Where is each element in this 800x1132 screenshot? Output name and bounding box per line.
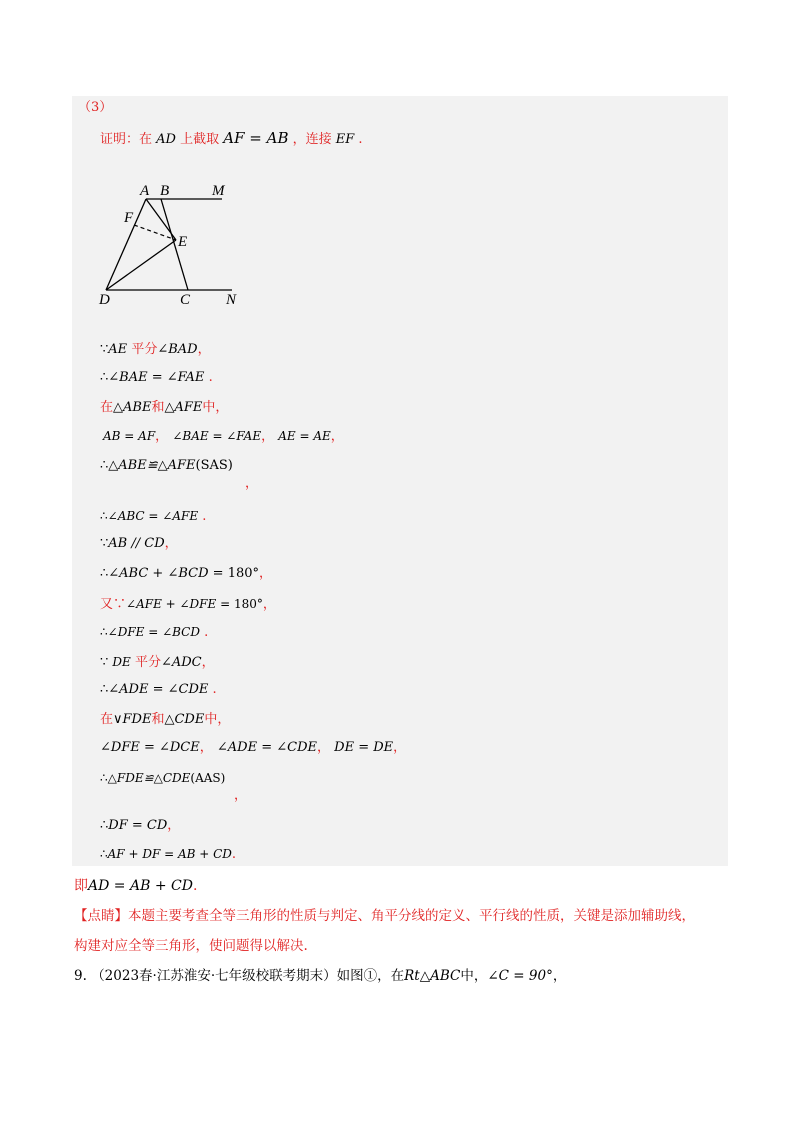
label-a: A [140, 183, 150, 199]
geometry-figure [96, 180, 276, 310]
punct: . [204, 625, 209, 640]
math-text: △CDE [164, 712, 205, 727]
label-n: N [226, 292, 237, 308]
math-text: DF = CD [108, 818, 168, 833]
question-source: （2023春·江苏淮安·七年级校联考期末）如图①，在 [91, 968, 405, 984]
red-text: 在 [100, 712, 114, 727]
math-text: AE = AE [278, 429, 331, 443]
symbol-because: ∵ [100, 536, 109, 551]
math-text: ∠BAE = ∠FAE [108, 370, 205, 385]
punct: ， [167, 818, 181, 833]
proof-line-1 [100, 342, 211, 358]
symbol-because: ∵ [100, 342, 109, 357]
punct: ， [197, 342, 211, 357]
math-text: ∠ABC = ∠AFE [107, 509, 199, 523]
part-label: （3） [78, 100, 113, 115]
math-text: DE [112, 655, 131, 669]
label-f: F [124, 210, 134, 226]
symbol-therefore: ∴ [100, 458, 109, 473]
math-text: DE = DE [334, 740, 394, 755]
punct: . [212, 682, 217, 697]
note-bracket: 【点睛】 [74, 908, 128, 924]
math-text: AF + DF = AB + CD [107, 847, 232, 861]
symbol-therefore: ∴ [100, 818, 109, 833]
proof-line-11 [100, 654, 215, 671]
question-9 [74, 968, 566, 984]
math-text: ∠ADE = ∠CDE [108, 682, 209, 697]
note-text-1: 本题主要考查全等三角形的性质与判定、角平分线的定义、平行线的性质，关键是添加辅助线， [128, 908, 695, 924]
math-text: (AAS) [190, 771, 226, 785]
math-text: ∠C = 90° [487, 968, 553, 984]
note-line-2: 构建对应全等三角形，使问题得以解决. [74, 938, 308, 954]
punct: ， [164, 536, 178, 551]
symbol-therefore: ∴ [100, 625, 108, 639]
math-text: = 180° [208, 566, 260, 581]
proof-line-8 [100, 566, 272, 582]
math-text: (SAS) [195, 458, 233, 473]
intro-sep: ，连接 [292, 132, 332, 147]
punct: ， [262, 597, 276, 612]
symbol-therefore: ∴ [100, 682, 109, 697]
punct: ， [259, 566, 273, 581]
red-text: 又∵ [100, 597, 127, 612]
intro-eq: AF = AB [223, 129, 289, 147]
intro-end: . [358, 132, 363, 147]
math-text: ∠BAE = ∠FAE [172, 429, 262, 443]
red-text: 平分 [131, 342, 158, 357]
math-text: Rt△ABC [404, 968, 461, 984]
math-text: AB // CD [108, 536, 165, 551]
proof-line-10 [100, 624, 208, 641]
label-e: E [178, 234, 188, 250]
math-text: AB = AF [103, 429, 156, 443]
math-text: ∠BAD [157, 342, 198, 357]
red-text: 和 [151, 712, 165, 727]
proof-line-17 [100, 846, 236, 863]
note-line-1 [74, 908, 695, 924]
label-m: M [212, 183, 225, 199]
punct: ， [317, 740, 331, 755]
proof-line-5 [100, 458, 233, 474]
label-b: B [160, 183, 170, 199]
symbol-therefore: ∴ [100, 566, 109, 581]
red-text: 和 [151, 400, 165, 415]
math-text: = 180° [216, 597, 263, 611]
proof-line-6 [100, 508, 206, 525]
label-d: D [99, 292, 110, 308]
punct: . [208, 370, 213, 385]
punct: ， [155, 429, 169, 444]
math-text: ∠AFE + ∠DFE [126, 597, 217, 611]
proof-line-4 [103, 428, 344, 445]
proof-line-13 [100, 712, 230, 728]
proof-line-15 [100, 770, 225, 787]
math-text: △ABE [113, 400, 152, 415]
symbol-because: ∵ [100, 655, 109, 670]
math-text: AE [108, 342, 128, 357]
symbol-therefore: ∴ [100, 509, 108, 523]
intro-prefix: 证明：在 [100, 132, 153, 147]
punct: . [231, 847, 237, 862]
punct: ， [201, 655, 215, 670]
punct: ， [552, 968, 567, 984]
math-text: ∨FDE [113, 712, 152, 727]
math-text: ∠DFE = ∠DCE [100, 740, 200, 755]
punct: ， [261, 429, 275, 444]
punct: ， [393, 740, 407, 755]
red-text: 平分 [134, 655, 161, 670]
punct: . [192, 878, 198, 894]
math-text: ∠ABC + ∠BCD [108, 566, 209, 581]
question-number: 9. [74, 968, 87, 984]
proof-line-9 [100, 596, 276, 613]
question-mid: 中， [460, 968, 488, 984]
math-text: △ABE≌△AFE [108, 458, 196, 473]
math-text: △FDE≌△CDE [107, 771, 191, 785]
label-c: C [180, 292, 191, 308]
punct: . [202, 509, 207, 524]
math-text: ∠DFE = ∠BCD [107, 625, 200, 639]
red-text: 中， [202, 400, 229, 415]
intro-mid: 上截取 [180, 132, 220, 147]
red-text: 即 [74, 878, 88, 894]
red-text: 中， [204, 712, 231, 727]
symbol-therefore: ∴ [100, 370, 109, 385]
symbol-therefore: ∴ [100, 847, 108, 861]
symbol-therefore: ∴ [100, 771, 108, 785]
math-text: ∠ADE = ∠CDE [216, 740, 317, 755]
proof-line-12 [100, 682, 217, 698]
math-text: ∠ADC [160, 655, 202, 670]
proof-line-2 [100, 370, 213, 386]
proof-line-3 [100, 400, 228, 416]
proof-intro [100, 130, 363, 148]
proof-line-14 [100, 740, 406, 756]
conclusion-line [74, 878, 197, 894]
punct: ， [234, 788, 248, 803]
red-text: 在 [100, 400, 114, 415]
intro-seg-ef: EF [335, 132, 355, 147]
punct: ， [245, 476, 259, 491]
punct: ， [330, 429, 344, 444]
math-text: AD = AB + CD [88, 878, 193, 894]
math-text: △AFE [164, 400, 203, 415]
intro-seg-ad: AD [156, 132, 176, 147]
proof-line-16 [100, 818, 180, 834]
proof-line-7 [100, 536, 178, 552]
punct: ， [199, 740, 213, 755]
